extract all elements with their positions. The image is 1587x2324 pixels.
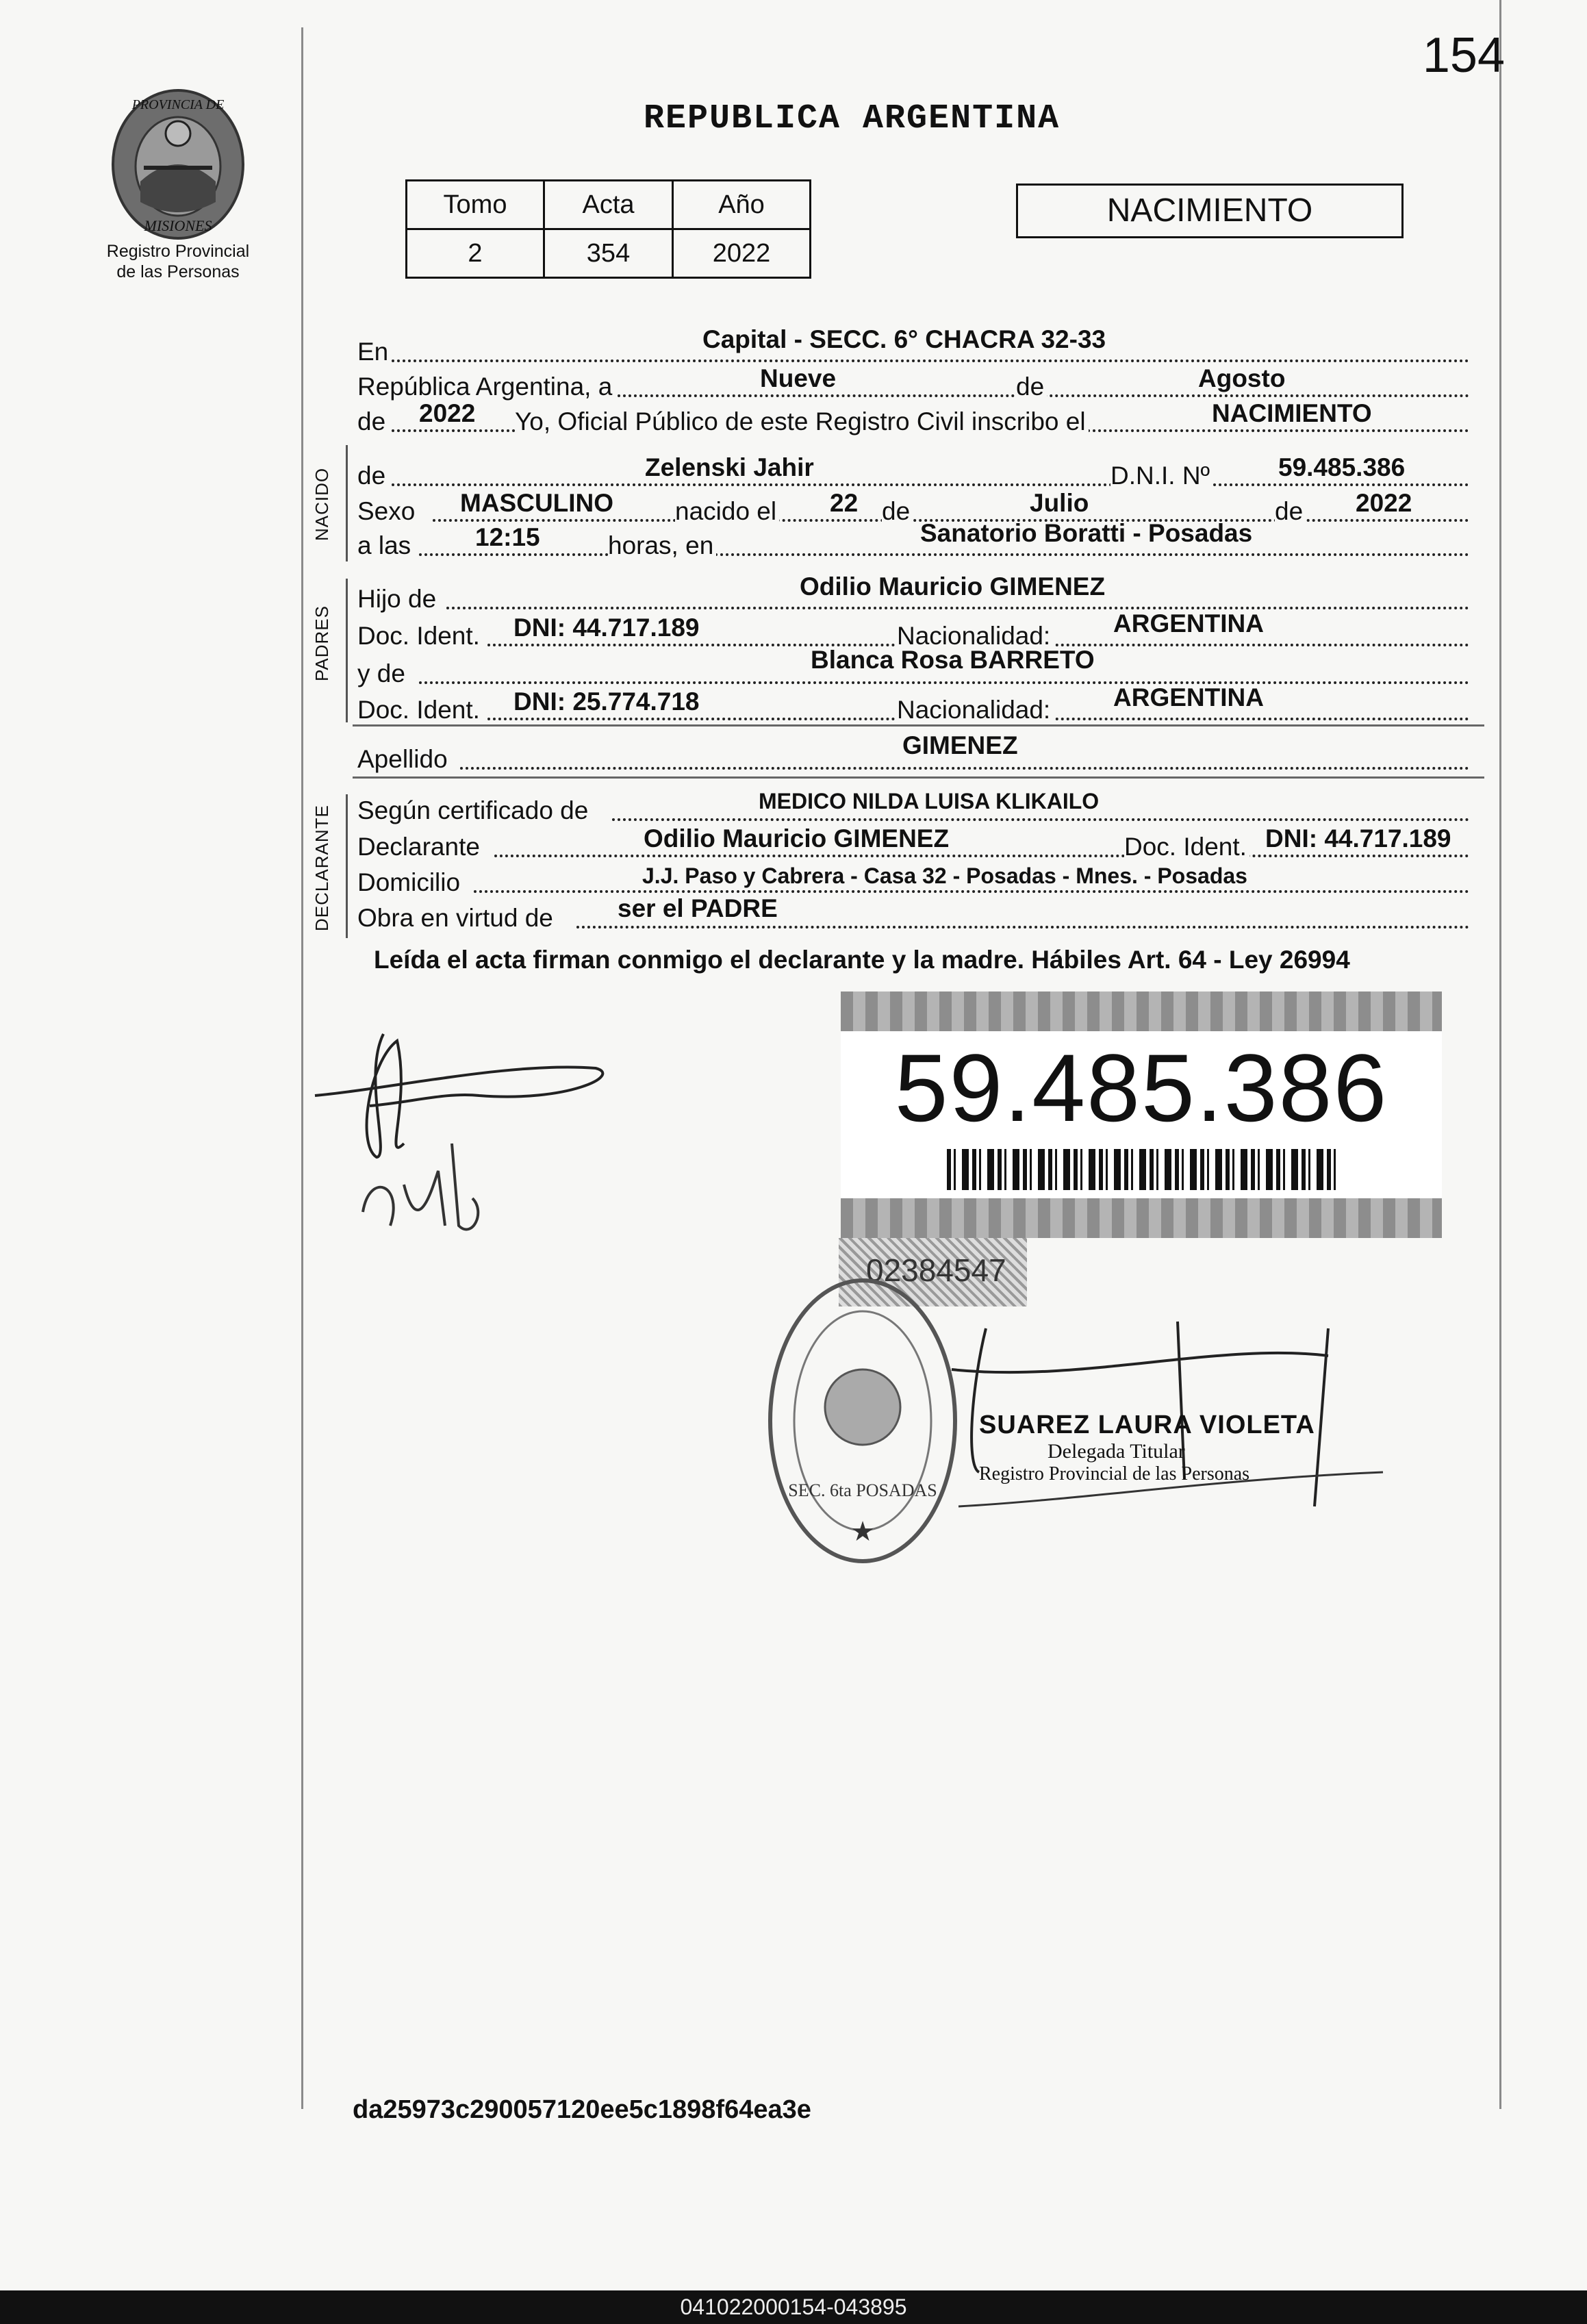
row-obra <box>357 894 1469 933</box>
time-value: 12:15 <box>475 523 540 551</box>
decl-label: Declarante <box>357 833 483 861</box>
svg-text:★: ★ <box>850 1517 875 1547</box>
birth-year-value: 2022 <box>1356 489 1412 517</box>
logo-caption <box>82 241 274 282</box>
register-table <box>405 179 811 279</box>
mother-nat-value: ARGENTINA <box>1113 683 1264 711</box>
separator-padres <box>353 724 1484 727</box>
row-mother-doc <box>357 683 1469 724</box>
birth-place-value: Sanatorio Boratti - Posadas <box>920 519 1253 547</box>
father-nat-label: Nacionalidad: <box>897 622 1053 651</box>
padres-side-label: PADRES <box>312 605 332 681</box>
row-apellido <box>357 731 1469 774</box>
official-role: Delegada Titular <box>1048 1440 1185 1463</box>
register-header-acta: Acta <box>544 181 673 229</box>
father-signature <box>308 1020 623 1246</box>
en-label: En <box>357 338 391 366</box>
de-label-2: de <box>357 407 388 436</box>
child-name-value: Zelenski Jahir <box>645 453 814 481</box>
nacido-de-label-2: de <box>882 497 913 526</box>
logo-seal-text-bottom: MISIONES <box>144 217 212 234</box>
barcode <box>947 1149 1337 1190</box>
mother-doc-label: Doc. Ident. <box>357 696 483 724</box>
father-nat-value: ARGENTINA <box>1113 609 1264 637</box>
apellido-value: GIMENEZ <box>902 731 1018 759</box>
official-office: Registro Provincial de las Personas <box>979 1463 1250 1485</box>
month-value: Agosto <box>1198 364 1286 392</box>
y-de-label: y de <box>357 659 408 688</box>
day-value: Nueve <box>760 364 837 392</box>
father-doc-value: DNI: 44.717.189 <box>513 614 700 642</box>
de-label-1: de <box>1016 372 1047 401</box>
register-value-tomo: 2 <box>407 229 544 278</box>
nacido-de-label: de <box>357 462 388 490</box>
decl-doc-label: Doc. Ident. <box>1124 833 1249 861</box>
las-label: a las <box>357 531 414 560</box>
row-declarante <box>357 824 1469 861</box>
cert-value: MEDICO NILDA LUISA KLIKAILO <box>759 789 1100 813</box>
row-nacido-name <box>357 453 1469 490</box>
horas-label: horas, en <box>608 531 716 560</box>
right-margin-line <box>1499 0 1501 2109</box>
register-header-ano: Año <box>673 181 811 229</box>
document-title: REPUBLICA ARGENTINA <box>644 99 1061 138</box>
place-value: Capital - SECC. 6° CHACRA 32-33 <box>702 325 1106 353</box>
apellido-label: Apellido <box>357 745 450 774</box>
nacido-el-label: nacido el <box>675 497 779 526</box>
register-header-tomo: Tomo <box>407 181 544 229</box>
row-father <box>357 572 1469 614</box>
row-certificado <box>357 791 1469 825</box>
sexo-value: MASCULINO <box>460 489 614 517</box>
provincia-de-misiones-seal-icon <box>103 86 253 243</box>
left-margin-line <box>301 27 303 2109</box>
row-year <box>357 399 1469 436</box>
birth-day-value: 22 <box>830 489 859 517</box>
row-nacido-sexo <box>357 489 1469 526</box>
seal-text: SEC. 6ta POSADAS <box>788 1480 937 1500</box>
logo-caption-line1: Registro Provincial <box>106 242 250 261</box>
sticker-number: 59.485.386 <box>894 1034 1388 1141</box>
register-value-ano: 2022 <box>673 229 811 278</box>
declarante-bracket <box>346 794 348 938</box>
father-doc-label: Doc. Ident. <box>357 622 483 651</box>
nacido-side-label: NACIDO <box>312 467 332 541</box>
register-value-acta: 354 <box>544 229 673 278</box>
row-domicilio <box>357 863 1469 897</box>
sexo-label: Sexo <box>357 497 418 526</box>
row-place <box>357 325 1469 366</box>
mother-name-value: Blanca Rosa BARRETO <box>811 646 1095 674</box>
footer-code: 041022000154-043895 <box>0 2290 1587 2324</box>
dni-label: D.N.I. Nº <box>1110 462 1213 490</box>
birth-month-value: Julio <box>1030 489 1089 517</box>
mother-doc-value: DNI: 25.774.718 <box>513 687 700 716</box>
document-hash: da25973c290057120ee5c1898f64ea3e <box>353 2095 811 2124</box>
oficial-text: Yo, Oficial Público de este Registro Civil inscribo el <box>515 407 1089 436</box>
declarante-side-label: DECLARANTE <box>312 805 332 931</box>
official-seal-icon <box>760 1270 965 1571</box>
closing-text: Leída el acta firman conmigo el declarante y la madre. Hábiles Art. 64 - Ley 26994 <box>374 946 1350 974</box>
year-value: 2022 <box>419 399 476 427</box>
address-value: J.J. Paso y Cabrera - Casa 32 - Posadas - Mnes. - Posadas <box>642 863 1247 888</box>
logo-seal-text-top: PROVINCIA DE <box>131 97 225 112</box>
row-nacido-time <box>357 519 1469 560</box>
child-dni-value: 59.485.386 <box>1278 453 1406 481</box>
dni-sticker <box>841 992 1442 1238</box>
obra-value: ser el PADRE <box>618 894 778 922</box>
nacido-bracket <box>346 445 348 561</box>
official-stamp-text <box>979 1411 1315 1485</box>
declarante-name-value: Odilio Mauricio GIMENEZ <box>644 824 950 852</box>
hijo-de-label: Hijo de <box>357 585 439 614</box>
padres-bracket <box>346 579 348 722</box>
event-value: NACIMIENTO <box>1212 399 1372 427</box>
cert-label: Según certificado de <box>357 796 591 825</box>
declarante-doc-value: DNI: 44.717.189 <box>1265 824 1451 852</box>
nacido-de-label-3: de <box>1275 497 1306 526</box>
row-mother <box>357 646 1469 688</box>
father-name-value: Odilio Mauricio GIMENEZ <box>800 572 1106 601</box>
mother-nat-label: Nacionalidad: <box>897 696 1053 724</box>
row-date <box>357 364 1469 401</box>
republica-label: República Argentina, a <box>357 372 615 401</box>
record-type-box: NACIMIENTO <box>1016 184 1404 238</box>
obra-label: Obra en virtud de <box>357 904 556 933</box>
sticker-stub: 02384547 <box>839 1238 1027 1306</box>
official-name: SUAREZ LAURA VIOLETA <box>979 1411 1315 1439</box>
separator-apellido <box>353 776 1484 779</box>
page-number: 154 <box>1422 28 1505 83</box>
dom-label: Domicilio <box>357 868 463 897</box>
logo-caption-line2: de las Personas <box>116 262 240 281</box>
